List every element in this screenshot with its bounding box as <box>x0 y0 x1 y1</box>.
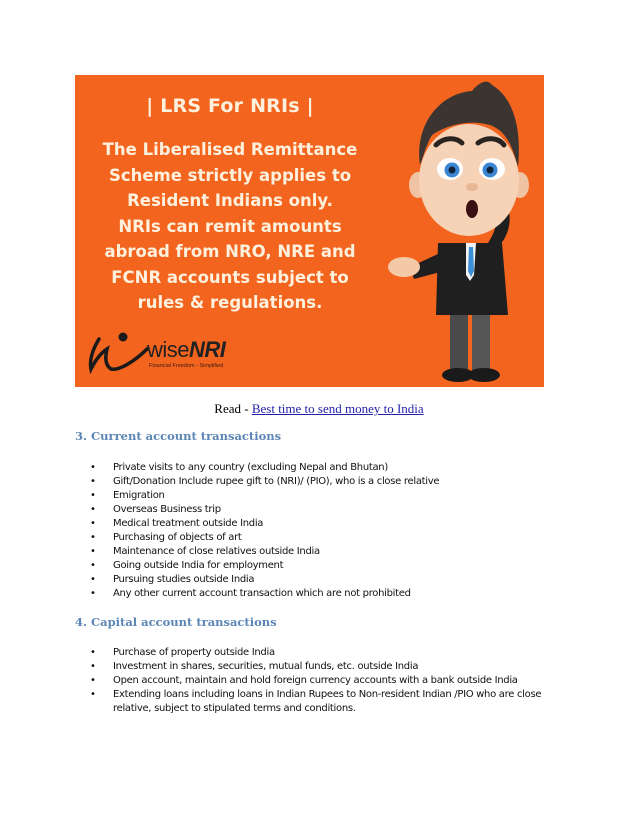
banner-line: The Liberalised Remittance <box>102 140 358 159</box>
bullet-icon: • <box>90 560 96 571</box>
list-item-text: Going outside India for employment <box>113 560 284 571</box>
logo-tagline: Financial Freedom - Simplified <box>149 363 224 369</box>
list-item-text: Overseas Business trip <box>113 504 221 515</box>
bullet-icon: • <box>90 661 96 672</box>
logo-prefix: wise <box>147 337 190 362</box>
wisenri-swoosh-icon <box>85 327 151 377</box>
list-item <box>75 531 555 545</box>
bullet-icon: • <box>90 588 96 599</box>
section-heading-current-account: 3. Current account transactions <box>75 429 282 443</box>
list-item <box>75 660 555 674</box>
section-heading-capital-account: 4. Capital account transactions <box>75 615 277 629</box>
bullet-icon: • <box>90 675 96 686</box>
banner-line: FCNR accounts subject to <box>111 267 349 287</box>
list-item <box>75 503 555 517</box>
bullet-icon: • <box>90 532 96 543</box>
list-item-text: Private visits to any country (excluding Nepal and Bhutan) <box>113 462 388 473</box>
bullet-icon: • <box>90 476 96 487</box>
cartoon-businessman-illustration <box>380 75 544 387</box>
bullet-icon: • <box>90 518 96 529</box>
banner-body <box>75 137 385 316</box>
logo-wordmark <box>147 337 225 363</box>
list-item-text: Gift/Donation Include rupee gift to (NRI)/ (PIO), who is a close relative <box>113 476 440 487</box>
list-item-text: Any other current account transaction which are not prohibited <box>113 588 411 599</box>
list-item <box>75 587 555 601</box>
list-item-text: Investment in shares, securities, mutual funds, etc. outside India <box>113 661 419 672</box>
list-item-text: Open account, maintain and hold foreign currency accounts with a bank outside India <box>113 675 518 686</box>
list-item-text: Maintenance of close relatives outside India <box>113 546 320 557</box>
banner-line: rules & regulations. <box>137 293 323 312</box>
list-item <box>75 517 555 531</box>
capital-account-list <box>75 646 555 716</box>
list-item <box>75 545 555 559</box>
best-time-to-send-money-link[interactable]: Best time to send money to India <box>251 401 424 416</box>
list-item-text: Pursuing studies outside India <box>113 574 255 585</box>
lrs-banner-image <box>75 75 544 387</box>
current-account-list <box>75 461 555 601</box>
list-item <box>75 646 555 660</box>
bullet-icon: • <box>90 504 96 515</box>
bullet-icon: • <box>90 546 96 557</box>
bullet-icon: • <box>90 647 96 658</box>
read-more-line <box>0 401 638 417</box>
list-item-text: Medical treatment outside India <box>113 518 264 529</box>
list-item <box>75 688 555 716</box>
list-item <box>75 674 555 688</box>
bullet-icon: • <box>90 574 96 585</box>
logo-suffix: NRI <box>189 337 226 362</box>
list-item-text: Purchasing of objects of art <box>113 532 242 543</box>
banner-line: NRIs can remit amounts <box>118 216 342 236</box>
banner-line: abroad from NRO, NRE and <box>104 242 356 261</box>
list-item-text: Emigration <box>113 490 165 501</box>
list-item-text: Extending loans including loans in Indian Rupees to Non-resident Indian /PIO who are close relative, subject to stipulated terms and conditions. <box>113 689 542 714</box>
banner-line: Scheme strictly applies to <box>108 165 352 185</box>
list-item <box>75 489 555 503</box>
bullet-icon: • <box>90 689 96 700</box>
banner-title: | LRS For NRIs | <box>146 95 314 117</box>
banner-line: Resident Indians only. <box>127 191 333 210</box>
list-item <box>75 475 555 489</box>
bullet-icon: • <box>90 462 96 473</box>
bullet-icon: • <box>90 490 96 501</box>
list-item <box>75 573 555 587</box>
wisenri-logo <box>85 327 285 377</box>
read-prefix: Read - <box>214 401 252 416</box>
list-item <box>75 559 555 573</box>
list-item <box>75 461 555 475</box>
list-item-text: Purchase of property outside India <box>113 647 275 658</box>
